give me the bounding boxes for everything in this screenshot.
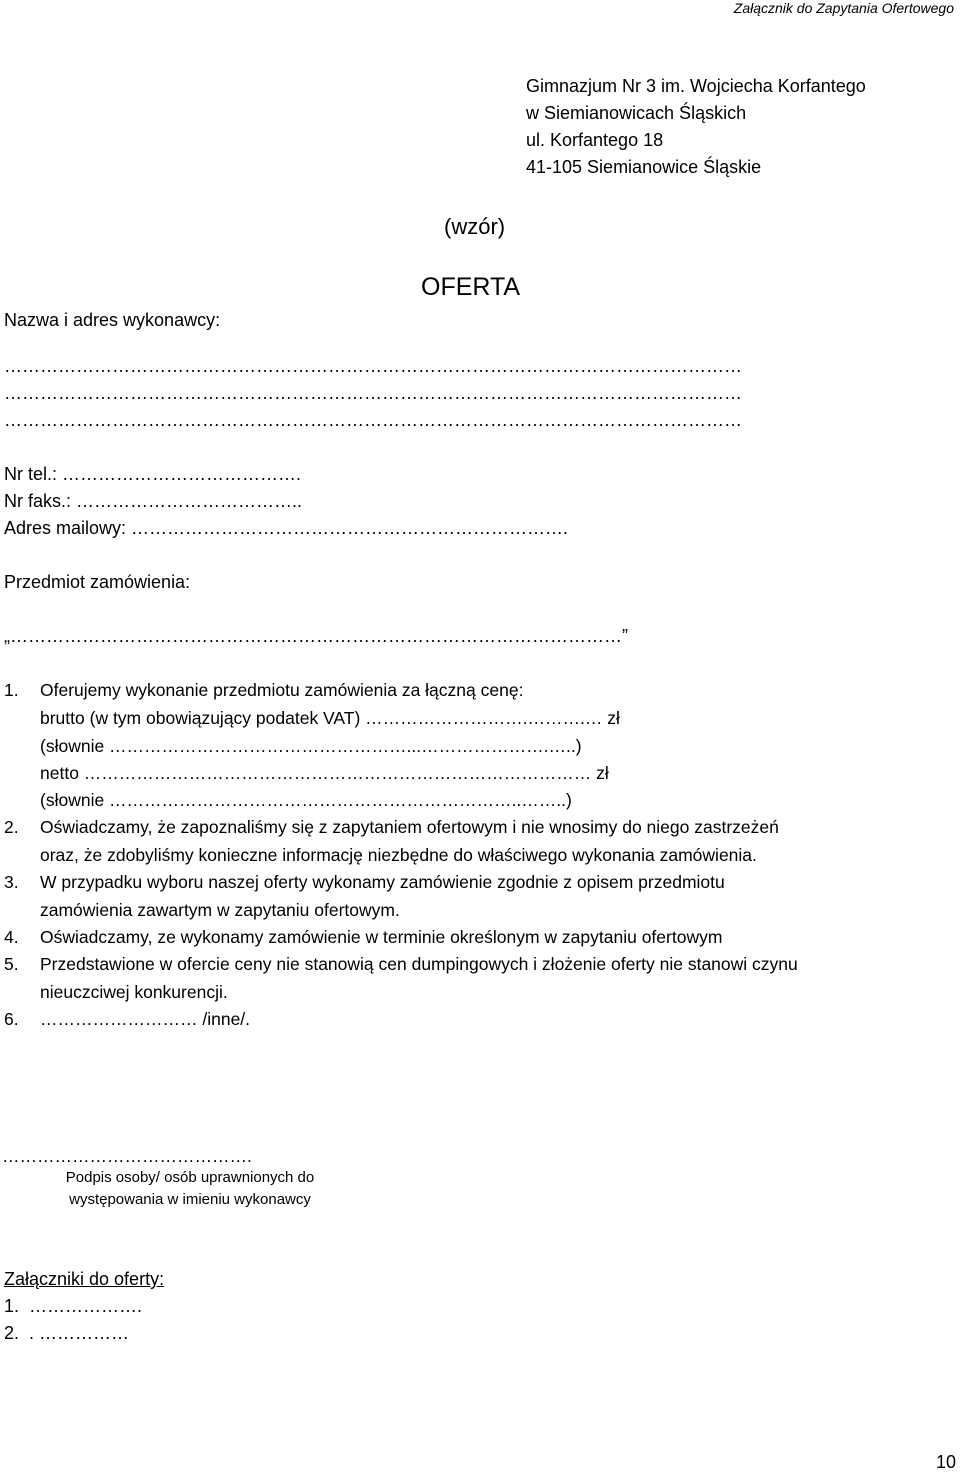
attachment-item-1: 1. ………………. (4, 1296, 143, 1316)
subject-dots: „…………………………………………………………………………………………” (4, 626, 628, 646)
item-5-number: 5. (4, 954, 19, 974)
item-2-text-line-1: Oświadczamy, że zapoznaliśmy się z zapytaniem ofertowym i nie wnosimy do niego zastrzeżeń (40, 817, 779, 837)
document-header-note: Załącznik do Zapytania Ofertowego (733, 0, 954, 16)
item-2-text-line-2: oraz, że zdobyliśmy konieczne informację niezbędne do właściwego wykonania zamówienia. (40, 845, 757, 865)
item-5-text-line-2: nieuczciwej konkurencji. (40, 982, 228, 1002)
subject-label: Przedmiot zamówienia: (4, 572, 191, 592)
item-4-text: Oświadczamy, ze wykonamy zamówienie w terminie określonym w zapytaniu ofertowym (40, 927, 723, 947)
item-6-number: 6. (4, 1009, 19, 1029)
signature-caption-line-1: Podpis osoby/ osób uprawnionych do (65, 1169, 315, 1186)
item-1-text: Oferujemy wykonanie przedmiotu zamówienia za łączną cenę: (40, 680, 524, 700)
attachment-item-2: 2. . …………… (4, 1323, 130, 1343)
signature-dots: ……………………………………. (2, 1146, 252, 1166)
item-3-text-line-1: W przypadku wyboru naszej oferty wykonamy zamówienie zgodnie z opisem przedmiotu (40, 872, 725, 892)
item-3-text-line-2: zamówienia zawartym w zapytaniu ofertowym. (40, 900, 400, 920)
item-1-number: 1. (4, 680, 19, 700)
phone-field: Nr tel.: …………………………………. (4, 464, 302, 484)
contractor-dots-line-1: …………………………………………………………………………………………………………… (4, 356, 742, 376)
attachments-title: Załączniki do oferty: (4, 1269, 165, 1289)
item-1-gross-words: (słownie ……………………………………………...………………….…..) (40, 736, 582, 756)
recipient-line-2: w Siemianowicach Śląskich (526, 103, 747, 123)
signature-caption-line-2: występowania w imieniu wykonawcy (69, 1191, 311, 1208)
document-title: OFERTA (421, 273, 521, 301)
contractor-dots-line-3: …………………………………………………………………………………………………………… (4, 410, 742, 430)
item-2-number: 2. (4, 817, 19, 837)
item-1-net-price: netto …………………………………………………………………………… zł (40, 763, 609, 783)
recipient-line-1: Gimnazjum Nr 3 im. Wojciecha Korfantego (526, 76, 866, 96)
item-1-net-words: (słownie ……………………………………………………………..……..) (40, 790, 572, 810)
item-1-gross-price: brutto (w tym obowiązujący podatek VAT) ……………………….……….… zł (40, 708, 620, 728)
contractor-dots-line-2: …………………………………………………………………………………………………………… (4, 383, 742, 403)
template-label: (wzór) (444, 214, 506, 239)
item-3-number: 3. (4, 872, 19, 892)
page-number: 10 (935, 1452, 956, 1472)
fax-field: Nr faks.: ……………………………….. (4, 491, 303, 511)
email-field: Adres mailowy: ………………………………………………………………. (4, 518, 569, 538)
recipient-line-4: 41-105 Siemianowice Śląskie (526, 157, 762, 177)
item-5-text-line-1: Przedstawione w ofercie ceny nie stanowią cen dumpingowych i złożenie oferty nie stanowi czynu (40, 954, 798, 974)
item-6-text: ……………………… /inne/. (40, 1009, 251, 1029)
recipient-line-3: ul. Korfantego 18 (526, 130, 664, 150)
contractor-name-label: Nazwa i adres wykonawcy: (4, 310, 221, 330)
item-4-number: 4. (4, 927, 19, 947)
